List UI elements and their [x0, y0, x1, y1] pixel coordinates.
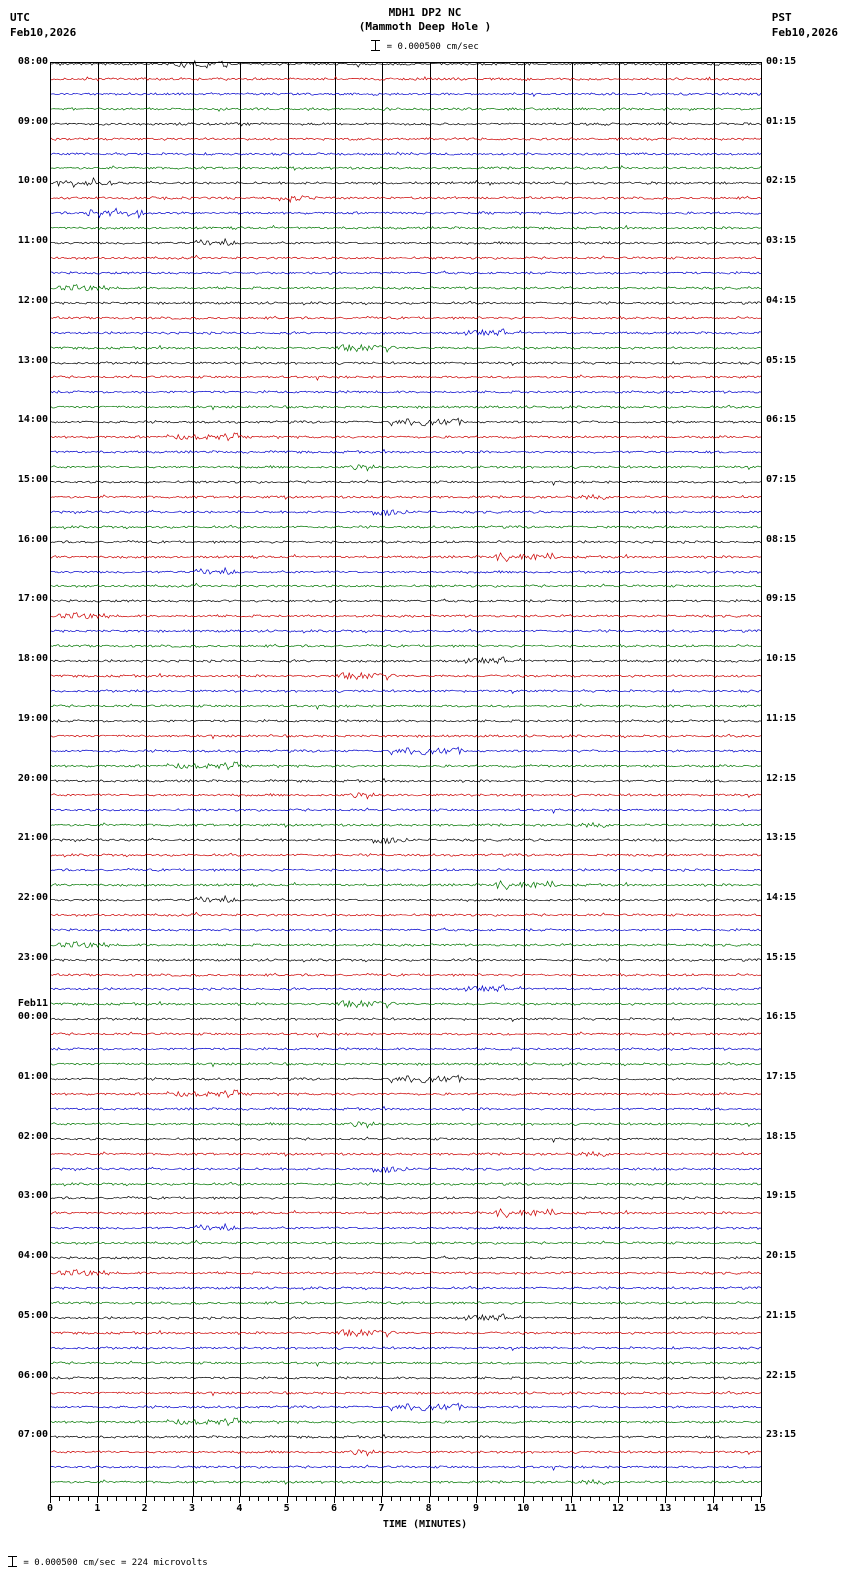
axis-tick-minor [485, 1497, 486, 1501]
axis-tick-label: 3 [188, 1503, 196, 1514]
axis-tick-minor [126, 1497, 127, 1501]
trace-line [51, 1117, 763, 1131]
axis-tick-label: 2 [141, 1503, 148, 1514]
axis-tick-minor [495, 1497, 496, 1501]
trace-line [51, 356, 763, 370]
trace-line [51, 1296, 763, 1310]
utc-hour-label: 15:00 [17, 473, 48, 485]
trace-line [51, 176, 763, 190]
axis-tick-minor [410, 1497, 411, 1501]
trace-line [51, 818, 763, 832]
trace-line [51, 1057, 763, 1071]
pst-hour-label: 11:15 [766, 712, 797, 724]
trace-line [51, 57, 763, 71]
trace-line [51, 102, 763, 116]
trace-line [51, 1326, 763, 1340]
trace-line [51, 445, 763, 459]
footer-scale-bar-icon [8, 1556, 18, 1567]
trace-line [51, 505, 763, 519]
axis-tick-minor [306, 1497, 307, 1501]
station-name: (Mammoth Deep Hole ) [358, 20, 492, 33]
utc-hour-label: 05:00 [17, 1309, 48, 1321]
axis-tick-minor [703, 1497, 704, 1501]
axis-tick-minor [599, 1497, 600, 1501]
axis-tick-minor [135, 1497, 136, 1501]
utc-hour-label: 16:00 [17, 533, 48, 545]
trace-line [51, 1430, 763, 1444]
pst-hour-label: 03:15 [766, 235, 797, 247]
trace-line [51, 535, 763, 549]
axis-tick-minor [438, 1497, 439, 1501]
axis-tick-minor [343, 1497, 344, 1501]
day-change-label: Feb11 [17, 998, 48, 1010]
trace-line [51, 1206, 763, 1220]
axis-tick-label: 12 [611, 1503, 625, 1514]
axis-tick-minor [372, 1497, 373, 1501]
utc-hour-label: 08:00 [17, 56, 48, 67]
trace-line [51, 579, 763, 593]
trace-line [51, 1415, 763, 1429]
trace-line [51, 848, 763, 862]
trace-line [51, 714, 763, 728]
axis-tick-label: 9 [472, 1503, 480, 1514]
trace-line [51, 191, 763, 205]
axis-tick-label: 11 [564, 1503, 577, 1514]
axis-tick-minor [722, 1497, 723, 1501]
trace-line [51, 296, 763, 310]
utc-hour-label: 06:00 [17, 1369, 48, 1381]
utc-hour-label: 23:00 [17, 951, 48, 963]
axis-tick-minor [353, 1497, 354, 1501]
scale-bar-icon [371, 40, 381, 51]
trace-line [51, 1147, 763, 1161]
pst-hour-label: 00:15 [766, 56, 797, 67]
pst-hour-label: 12:15 [766, 772, 797, 784]
utc-hour-label: 17:00 [17, 593, 48, 605]
pst-hour-label: 04:15 [766, 294, 797, 306]
trace-line [51, 1356, 763, 1370]
axis-tick-minor [656, 1497, 657, 1501]
axis-tick-minor [362, 1497, 363, 1501]
trace-line [51, 370, 763, 384]
axis-tick-minor [694, 1497, 695, 1501]
trace-line [51, 520, 763, 534]
pst-hour-label: 19:15 [766, 1190, 797, 1202]
pst-hour-label: 10:15 [766, 653, 797, 665]
pst-hour-label: 01:15 [766, 115, 797, 127]
trace-line [51, 281, 763, 295]
axis-tick-minor [552, 1497, 553, 1501]
axis-tick-minor [684, 1497, 685, 1501]
trace-line [51, 117, 763, 131]
utc-hour-label: 10:00 [17, 175, 48, 187]
axis-tick-label: 7 [378, 1503, 385, 1514]
pst-hour-label: 23:15 [766, 1429, 797, 1441]
trace-line [51, 1445, 763, 1459]
trace-line [51, 400, 763, 414]
utc-hour-label: 13:00 [17, 354, 48, 366]
axis-tick-label: 10 [517, 1503, 530, 1514]
trace-line [51, 1221, 763, 1235]
axis-title: TIME (MINUTES) [382, 1519, 468, 1530]
axis-tick-minor [315, 1497, 316, 1501]
axis-tick-minor [258, 1497, 259, 1501]
trace-line [51, 161, 763, 175]
utc-hour-label: 22:00 [17, 891, 48, 903]
trace-line [51, 609, 763, 623]
axis-tick-minor [391, 1497, 392, 1501]
utc-hour-label: 20:00 [17, 772, 48, 784]
trace-line [51, 1311, 763, 1325]
trace-line [51, 908, 763, 922]
scale-legend [0, 40, 850, 52]
trace-line [51, 341, 763, 355]
axis-tick-label: 13 [659, 1503, 672, 1514]
axis-tick-minor [561, 1497, 562, 1501]
trace-line [51, 236, 763, 250]
trace-line [51, 953, 763, 967]
trace-line [51, 788, 763, 802]
utc-hour-label: 01:00 [17, 1071, 48, 1083]
axis-tick-minor [249, 1497, 250, 1501]
trace-line [51, 1251, 763, 1265]
trace-line [51, 1460, 763, 1474]
axis-tick-minor [580, 1497, 581, 1501]
axis-tick-label: 0 [46, 1503, 54, 1514]
axis-tick-minor [627, 1497, 628, 1501]
pst-hour-label: 17:15 [766, 1071, 797, 1083]
trace-line [51, 759, 763, 773]
trace-line [51, 251, 763, 265]
trace-line [51, 565, 763, 579]
trace-line [51, 132, 763, 146]
header-right-zone: PST [771, 11, 792, 24]
axis-tick-minor [107, 1497, 108, 1501]
utc-hour-label: 21:00 [17, 832, 48, 844]
pst-hour-label: 22:15 [766, 1369, 797, 1381]
trace-line [51, 72, 763, 86]
trace-line [51, 833, 763, 847]
header-center [0, 6, 850, 34]
trace-line [51, 594, 763, 608]
axis-tick-label: 4 [236, 1503, 243, 1514]
trace-line [51, 774, 763, 788]
trace-line [51, 221, 763, 235]
trace-line [51, 87, 763, 101]
axis-tick-minor [154, 1497, 155, 1501]
axis-tick-minor [230, 1497, 231, 1501]
utc-hour-label: 07:00 [17, 1429, 48, 1441]
trace-line [51, 968, 763, 982]
pst-hour-label: 13:15 [766, 832, 797, 844]
trace-line [51, 147, 763, 161]
trace-line [51, 1177, 763, 1191]
pst-hour-label: 21:15 [766, 1309, 797, 1321]
utc-hour-label: 03:00 [17, 1190, 48, 1202]
axis-tick-minor [173, 1497, 174, 1501]
header-right-date: Feb10,2026 [771, 26, 838, 39]
trace-line [51, 699, 763, 713]
header-left-zone: UTC [10, 11, 30, 24]
axis-tick-minor [504, 1497, 505, 1501]
trace-line [51, 639, 763, 653]
axis-tick-minor [164, 1497, 165, 1501]
axis-tick-minor [457, 1497, 458, 1501]
axis-tick-minor [514, 1497, 515, 1501]
axis-tick-minor [542, 1497, 543, 1501]
trace-line [51, 863, 763, 877]
trace-line [51, 550, 763, 564]
trace-line [51, 982, 763, 996]
trace-line [51, 684, 763, 698]
utc-hour-label: 19:00 [17, 712, 48, 724]
utc-hour-label: 00:00 [17, 1011, 48, 1023]
axis-tick-minor [220, 1497, 221, 1501]
axis-tick-minor [400, 1497, 401, 1501]
utc-hour-label: 18:00 [17, 653, 48, 665]
pst-hour-label: 05:15 [766, 354, 797, 366]
pst-hour-label: 20:15 [766, 1250, 797, 1262]
axis-tick-minor [637, 1497, 638, 1501]
pst-hour-label: 08:15 [766, 533, 797, 545]
trace-line [51, 1042, 763, 1056]
utc-hour-label: 02:00 [17, 1130, 48, 1142]
axis-tick-minor [211, 1497, 212, 1501]
trace-line [51, 878, 763, 892]
axis-tick-minor [296, 1497, 297, 1501]
scale-legend-text: = 0.000500 cm/sec [386, 42, 479, 52]
axis-tick-minor [609, 1497, 610, 1501]
trace-line [51, 729, 763, 743]
trace-line [51, 1371, 763, 1385]
axis-tick-minor [268, 1497, 269, 1501]
axis-tick-minor [675, 1497, 676, 1501]
axis-tick-minor [59, 1497, 60, 1501]
pst-hour-label: 15:15 [766, 951, 797, 963]
pst-hour-label: 02:15 [766, 175, 797, 187]
axis-tick-label: 1 [94, 1503, 101, 1514]
pst-hour-label: 07:15 [766, 473, 797, 485]
axis-tick-minor [646, 1497, 647, 1501]
trace-line [51, 1266, 763, 1280]
axis-tick-label: 6 [330, 1503, 338, 1514]
axis-tick-minor [590, 1497, 591, 1501]
trace-line [51, 430, 763, 444]
trace-line [51, 1027, 763, 1041]
trace-line [51, 1162, 763, 1176]
axis-tick-minor [277, 1497, 278, 1501]
utc-hour-label: 14:00 [17, 414, 48, 426]
axis-tick-minor [751, 1497, 752, 1501]
trace-line [51, 1072, 763, 1086]
trace-line [51, 669, 763, 683]
pst-hour-label: 09:15 [766, 593, 797, 605]
header-left-date: Feb10,2026 [10, 26, 77, 39]
trace-line [51, 744, 763, 758]
trace-line [51, 923, 763, 937]
axis-tick-minor [116, 1497, 117, 1501]
trace-line [51, 206, 763, 220]
axis-tick-minor [448, 1497, 449, 1501]
trace-line [51, 1386, 763, 1400]
time-axis [46, 1497, 767, 1515]
trace-line [51, 266, 763, 280]
axis-tick-minor [201, 1497, 202, 1501]
trace-line [51, 415, 763, 429]
pst-hour-label: 16:15 [766, 1011, 797, 1023]
utc-hour-label: 12:00 [17, 294, 48, 306]
pst-hour-label: 14:15 [766, 891, 797, 903]
pst-hour-label: 06:15 [766, 414, 797, 426]
trace-line [51, 1102, 763, 1116]
trace-line [51, 1132, 763, 1146]
axis-tick-minor [732, 1497, 733, 1501]
utc-hour-label: 09:00 [17, 115, 48, 127]
helicorder-plot [50, 62, 762, 1497]
trace-line [51, 803, 763, 817]
utc-hour-label: 04:00 [17, 1250, 48, 1262]
trace-line [51, 1087, 763, 1101]
axis-tick-minor [533, 1497, 534, 1501]
trace-line [51, 1475, 763, 1489]
trace-line [51, 385, 763, 399]
trace-line [51, 1012, 763, 1026]
trace-line [51, 460, 763, 474]
trace-line [51, 654, 763, 668]
axis-tick-minor [325, 1497, 326, 1501]
axis-tick-minor [741, 1497, 742, 1501]
axis-tick-minor [88, 1497, 89, 1501]
trace-line [51, 938, 763, 952]
station-code: MDH1 DP2 NC [388, 6, 462, 19]
footer-note [8, 1556, 208, 1568]
axis-tick-label: 15 [753, 1503, 767, 1514]
trace-line [51, 1191, 763, 1205]
axis-tick-minor [69, 1497, 70, 1501]
trace-line [51, 490, 763, 504]
axis-tick-label: 14 [706, 1503, 719, 1514]
trace-line [51, 1341, 763, 1355]
trace-line [51, 893, 763, 907]
axis-tick-minor [78, 1497, 79, 1501]
utc-hour-label: 11:00 [17, 235, 48, 247]
trace-line [51, 1281, 763, 1295]
trace-line [51, 1236, 763, 1250]
axis-tick-label: 5 [283, 1503, 290, 1514]
trace-line [51, 475, 763, 489]
pst-hour-label: 18:15 [766, 1130, 797, 1142]
axis-tick-label: 8 [425, 1503, 432, 1514]
trace-line [51, 311, 763, 325]
axis-tick-minor [183, 1497, 184, 1501]
footer-text: = 0.000500 cm/sec = 224 microvolts [23, 1558, 208, 1568]
axis-tick-minor [419, 1497, 420, 1501]
trace-line [51, 997, 763, 1011]
trace-line [51, 326, 763, 340]
axis-tick-minor [467, 1497, 468, 1501]
trace-line [51, 1400, 763, 1414]
trace-line [51, 624, 763, 638]
